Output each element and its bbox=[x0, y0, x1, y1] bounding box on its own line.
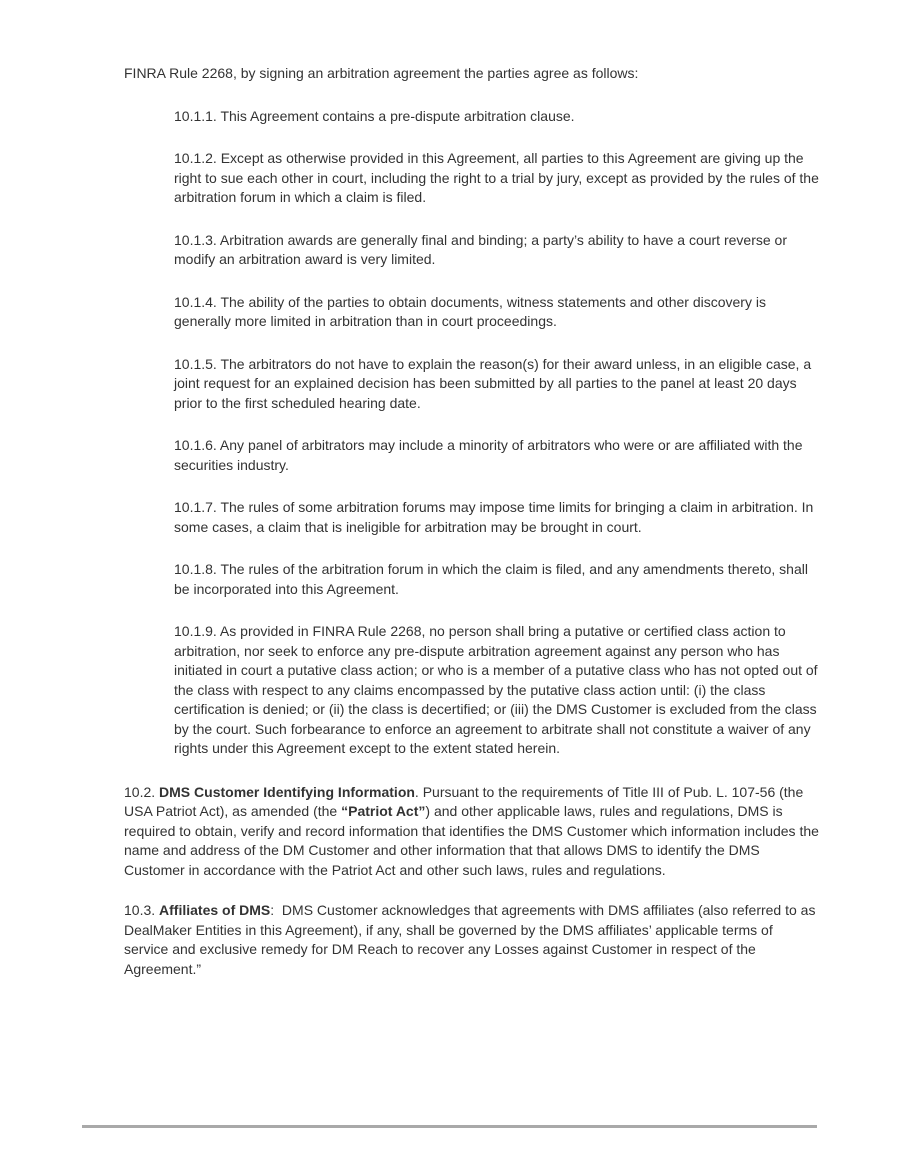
clause-10-1-5: 10.1.5. The arbitrators do not have to explain the reason(s) for their award unless, in an eligible case, a joint request for an explained decision has been submitted by all parties to the panel at least 20 days prior to the first scheduled hearing date. bbox=[174, 355, 812, 411]
clause-10-1-2: 10.1.2. Except as otherwise provided in this Agreement, all parties to this Agreement are giving up the right to sue each other in court, including the right to a trial by jury, except as provided by the rules of the arbitration forum in which a claim is filed. bbox=[174, 150, 819, 205]
clause-10-1-6: 10.1.6. Any panel of arbitrators may include a minority of arbitrators who were or are affiliated with the securities industry. bbox=[174, 437, 803, 473]
clause-10-1-9: 10.1.9. As provided in FINRA Rule 2268, no person shall bring a putative or certified class action to arbitration, nor seek to enforce any pre-dispute arbitration agreement against any person who has initiated in court a putative class action; or who is a member of a putative class who has not opted out of the class with respect to any claims encompassed by the putative class action until: (i) the class certification is denied; or (ii) the class is decertified; or (iii) the DMS Customer is excluded from the class by the court. Such forbearance to enforce an agreement to arbitrate shall not constitute a waiver of any rights under this Agreement except to the extent stated herein. bbox=[174, 623, 818, 756]
clause-10-1-8: 10.1.8. The rules of the arbitration forum in which the claim is filed, and any amendments thereto, shall be incorporated into this Agreement. bbox=[174, 561, 808, 597]
section-10-3: 10.3. Affiliates of DMS: DMS Customer acknowledges that agreements with DMS affiliates (also referred to as DealMaker Entities in this Agreement), if any, shall be governed by the DMS affiliates’ applicable terms of service and exclusive remedy for DM Reach to recover any Losses against Customer in respect of the Agreement.” bbox=[124, 902, 820, 977]
clause-10-1-7: 10.1.7. The rules of some arbitration forums may impose time limits for bringing a claim in arbitration. In some cases, a claim that is ineligible for arbitration may be brought in court. bbox=[174, 499, 814, 535]
section-10-2: 10.2. DMS Customer Identifying Information. Pursuant to the requirements of Title III of Pub. L. 107-56 (the USA Patriot Act), as amended (the “Patriot Act”) and other applicable laws, rules and regulations, DMS is required to obtain, verify and record information that identifies the DMS Customer which information includes the name and address of the DM Customer and other information that that allows DMS to identify the DMS Customer in accordance with the Patriot Act and other such laws, rules and regulations. bbox=[124, 783, 823, 878]
intro-paragraph: FINRA Rule 2268, by signing an arbitration agreement the parties agree as follows: bbox=[124, 65, 639, 81]
subclause-list bbox=[124, 107, 820, 759]
footer-divider bbox=[82, 1125, 817, 1128]
clause-10-1-3: 10.1.3. Arbitration awards are generally final and binding; a party’s ability to have a court reverse or modify an arbitration award is very limited. bbox=[174, 231, 787, 267]
clause-10-1-4: 10.1.4. The ability of the parties to obtain documents, witness statements and other discovery is generally more limited in arbitration than in court proceedings. bbox=[174, 293, 766, 329]
clause-10-1-1: 10.1.1. This Agreement contains a pre-dispute arbitration clause. bbox=[174, 107, 575, 124]
